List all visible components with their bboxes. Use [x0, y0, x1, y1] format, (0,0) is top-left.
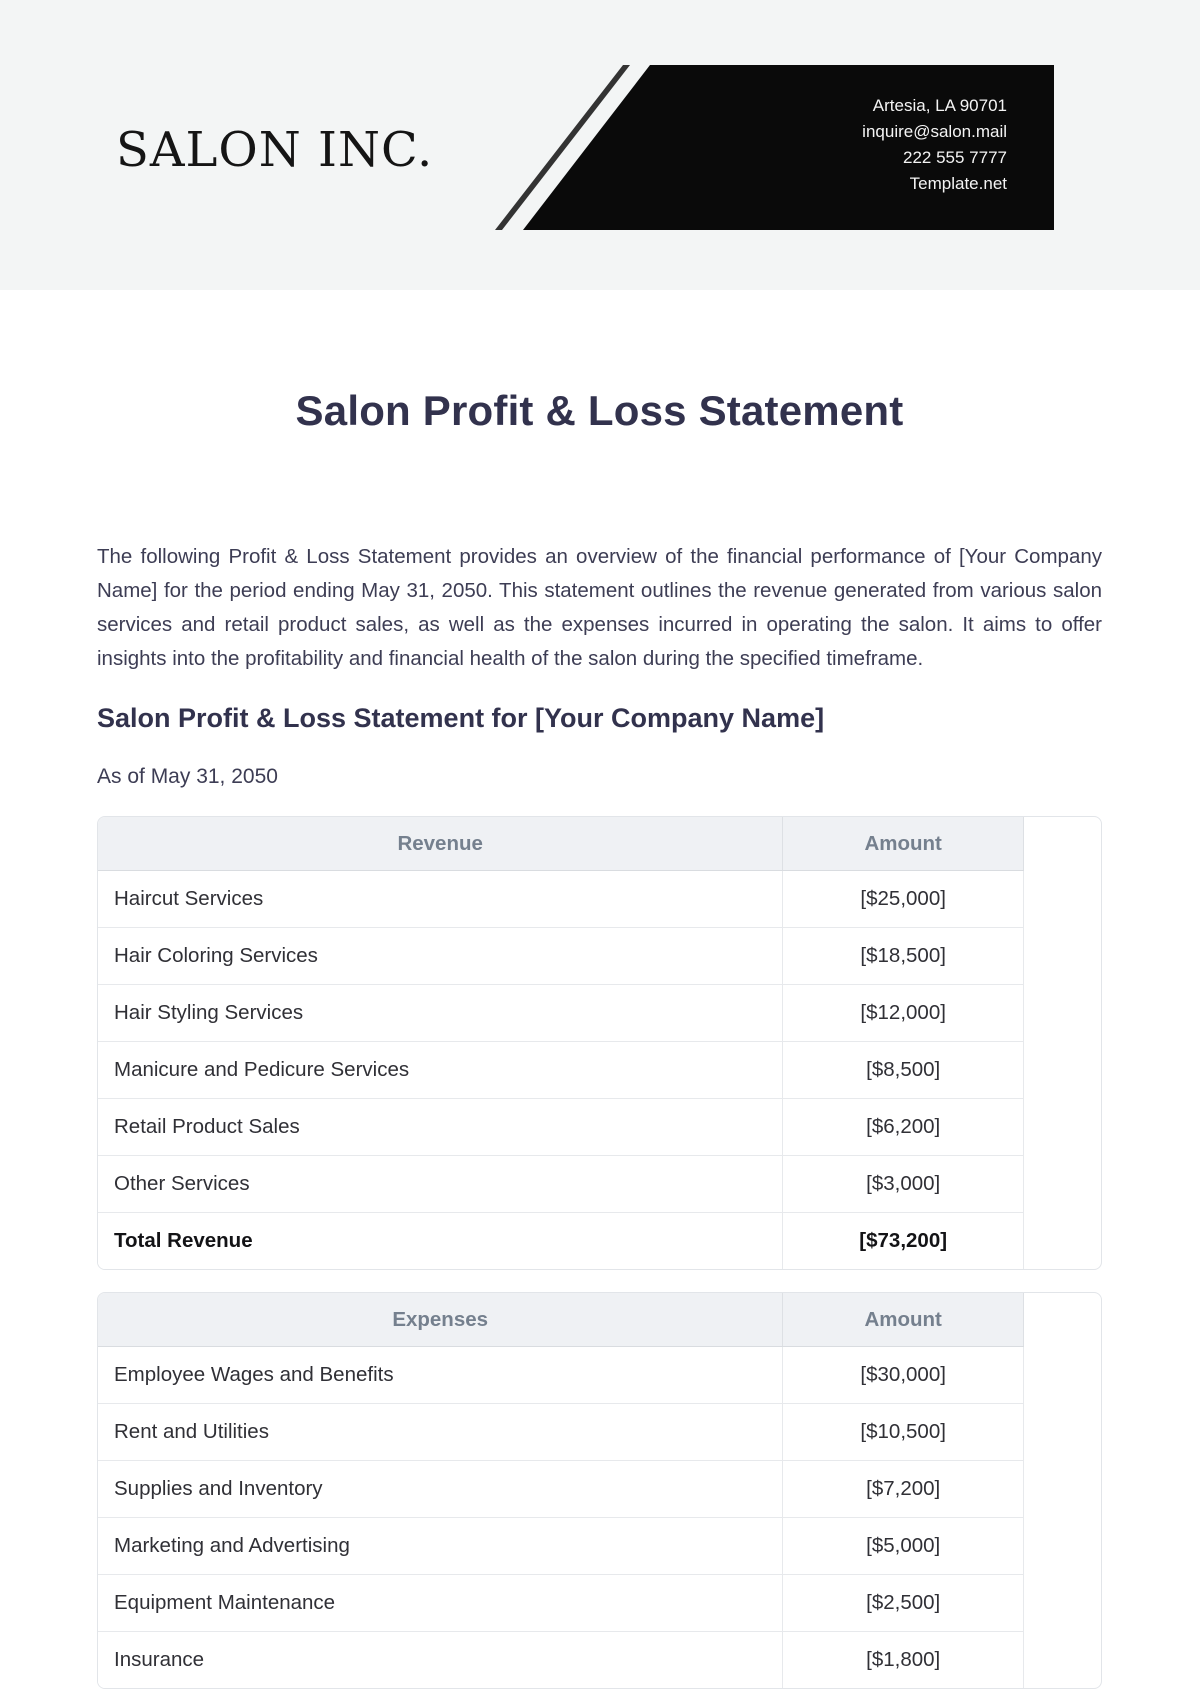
row-amount-cell: [$73,200] — [783, 1213, 1024, 1270]
row-amount-cell: [$1,800] — [783, 1632, 1024, 1689]
contact-address: Artesia, LA 90701 — [872, 95, 1007, 115]
table-row — [98, 1213, 1024, 1270]
row-amount-cell: [$5,000] — [783, 1518, 1024, 1575]
row-label-cell: Other Services — [98, 1156, 783, 1213]
row-amount-cell: [$7,200] — [783, 1461, 1024, 1518]
company-logo: SALON INC. — [116, 121, 434, 178]
row-label-cell: Supplies and Inventory — [98, 1461, 783, 1518]
statement-subheading: Salon Profit & Loss Statement for [Your Company Name] — [97, 703, 825, 733]
page-title: Salon Profit & Loss Statement — [295, 387, 904, 434]
row-amount-cell: [$2,500] — [783, 1575, 1024, 1632]
revenue-column-header: Revenue — [98, 817, 783, 871]
revenue-header-row — [98, 817, 1024, 871]
amount-column-header: Amount — [783, 817, 1024, 871]
row-label-cell: Rent and Utilities — [98, 1404, 783, 1461]
row-label-cell: Equipment Maintenance — [98, 1575, 783, 1632]
row-amount-cell: [$18,500] — [783, 928, 1024, 985]
expenses-header-row — [98, 1293, 1024, 1347]
row-amount-cell: [$3,000] — [783, 1156, 1024, 1213]
table-row — [98, 1575, 1024, 1632]
row-amount-cell: [$25,000] — [783, 871, 1024, 928]
row-label-cell: Employee Wages and Benefits — [98, 1347, 783, 1404]
intro-paragraph: The following Profit & Loss Statement provides an overview of the financial performance of [Your Company Name] for the period ending May 31, 2050. This statement outlines the revenue generated from various salon services and retail product sales, as well as the expenses incurred in operating the salon. It aims to offer insights into the profitability and financial health of the salon during the specified timeframe. — [97, 545, 1102, 670]
contact-phone: 222 555 7777 — [903, 147, 1007, 167]
amount-column-header: Amount — [783, 1293, 1024, 1347]
row-amount-cell: [$12,000] — [783, 985, 1024, 1042]
row-label-cell: Retail Product Sales — [98, 1099, 783, 1156]
table-row — [98, 928, 1024, 985]
revenue-table-card — [97, 816, 1102, 1270]
table-row — [98, 1461, 1024, 1518]
contact-email: inquire@salon.mail — [862, 121, 1007, 141]
row-amount-cell: [$10,500] — [783, 1404, 1024, 1461]
expenses-column-header: Expenses — [98, 1293, 783, 1347]
table-row — [98, 1099, 1024, 1156]
row-amount-cell: [$8,500] — [783, 1042, 1024, 1099]
document-body — [97, 388, 1102, 1689]
row-amount-cell: [$6,200] — [783, 1099, 1024, 1156]
row-label-cell: Manicure and Pedicure Services — [98, 1042, 783, 1099]
contact-block — [862, 92, 1007, 196]
table-row — [98, 1042, 1024, 1099]
as-of-date: As of May 31, 2050 — [97, 765, 278, 788]
row-label-cell: Total Revenue — [98, 1213, 783, 1270]
row-label-cell: Hair Styling Services — [98, 985, 783, 1042]
table-row — [98, 985, 1024, 1042]
table-row — [98, 1518, 1024, 1575]
contact-website: Template.net — [909, 173, 1007, 193]
row-label-cell: Marketing and Advertising — [98, 1518, 783, 1575]
table-row — [98, 1156, 1024, 1213]
table-row — [98, 1347, 1024, 1404]
letterhead-brand-bar — [440, 65, 1054, 230]
letterhead — [0, 0, 1200, 290]
row-label-cell: Insurance — [98, 1632, 783, 1689]
row-label-cell: Hair Coloring Services — [98, 928, 783, 985]
revenue-table — [98, 817, 1024, 1269]
table-row — [98, 871, 1024, 928]
expenses-table-card — [97, 1292, 1102, 1689]
expenses-table — [98, 1293, 1024, 1688]
table-row — [98, 1632, 1024, 1689]
row-amount-cell: [$30,000] — [783, 1347, 1024, 1404]
row-label-cell: Haircut Services — [98, 871, 783, 928]
table-row — [98, 1404, 1024, 1461]
